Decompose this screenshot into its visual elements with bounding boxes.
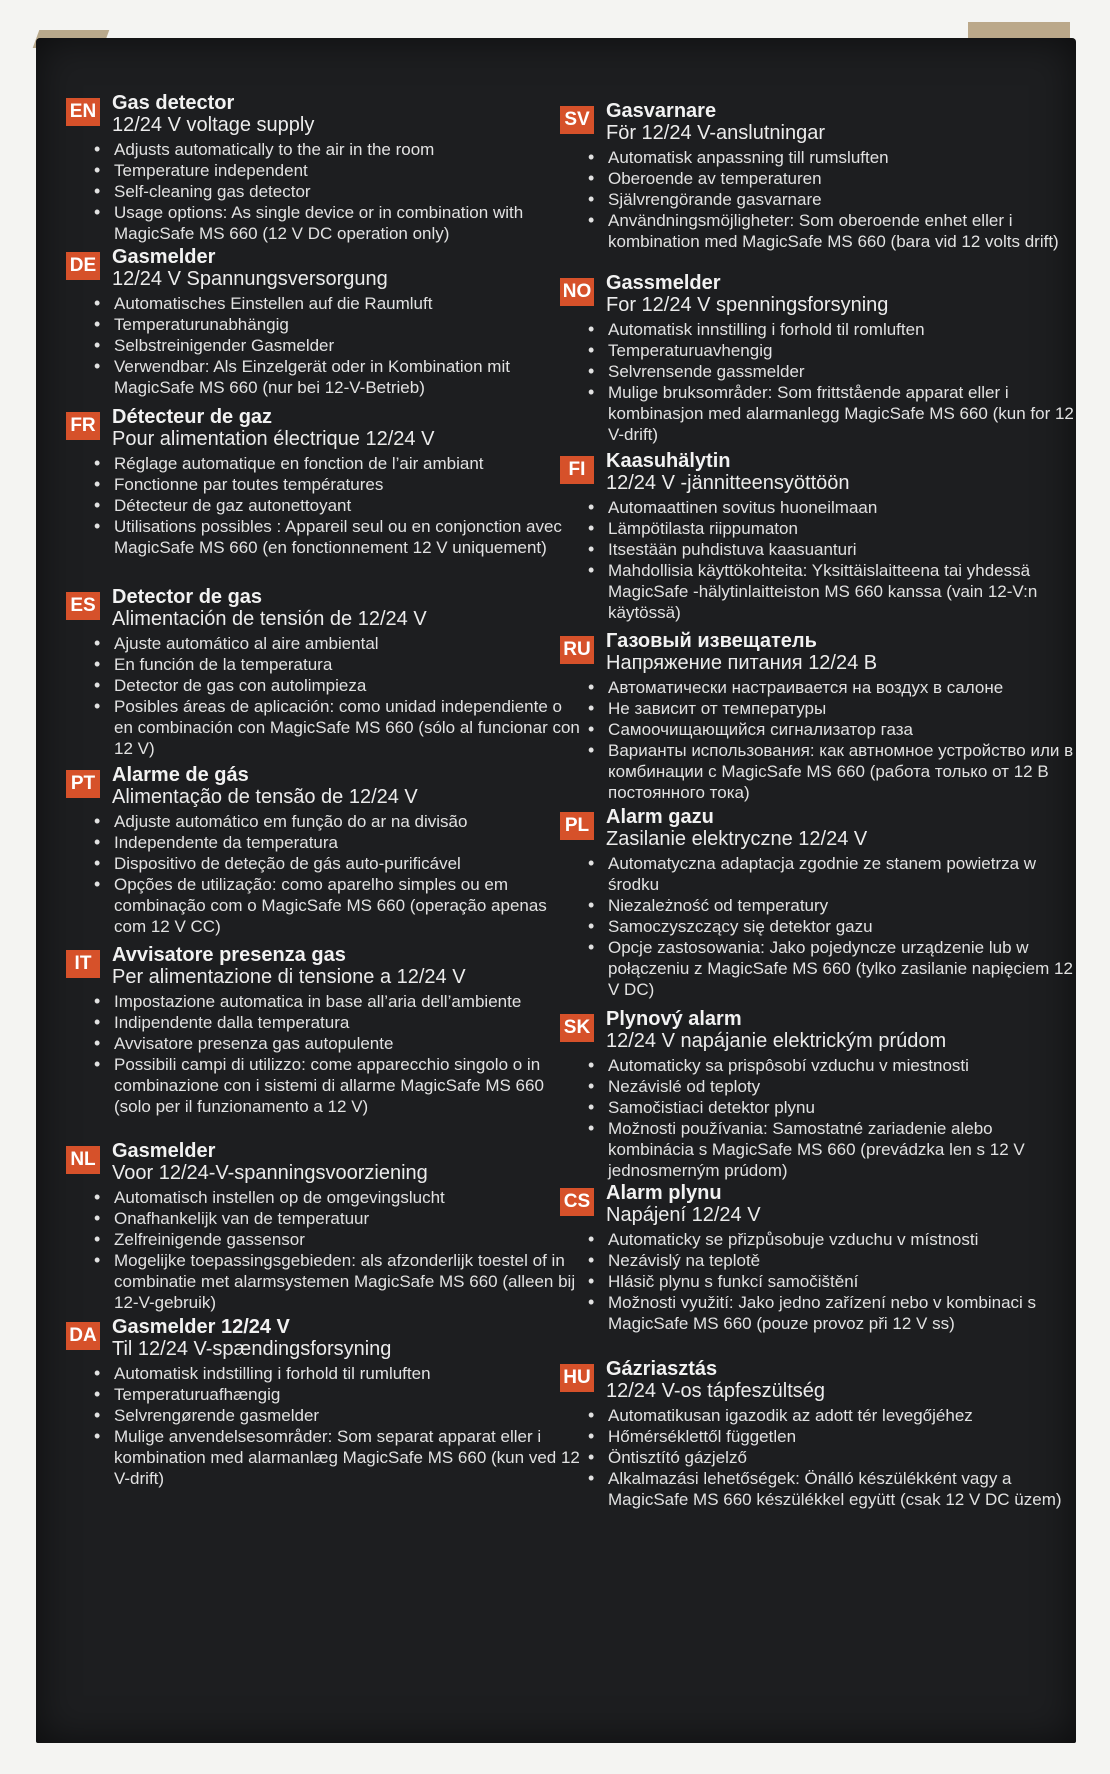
language-badge: CS: [560, 1188, 594, 1216]
feature-item: • Temperaturuafhængig: [88, 1384, 582, 1405]
feature-item: • Hlásič plynu s funkcí samočištění: [582, 1271, 1076, 1292]
language-section-fr: [66, 406, 582, 558]
language-section-sk: [560, 1008, 1076, 1181]
feature-item: • Možnosti používania: Samostatné zariadenie alebo kombinácia s MagicSafe MS 660 (prevádzka len s 12 V jednosmerným prúdom): [582, 1118, 1076, 1181]
feature-item: • Nezávislý na teplotě: [582, 1250, 1076, 1271]
section-subtitle: Alimentación de tensión de 12/24 V: [112, 608, 427, 630]
section-subtitle: Per alimentazione di tensione a 12/24 V: [112, 966, 466, 988]
feature-item: • Detector de gas con autolimpieza: [88, 675, 582, 696]
feature-list: [606, 147, 1076, 252]
section-title: Gasmelder: [112, 1140, 216, 1162]
feature-list: [112, 633, 582, 759]
section-subtitle: Napájení 12/24 V: [606, 1204, 761, 1226]
language-section-sv: [560, 100, 1076, 252]
section-subtitle: Til 12/24 V-spændingsforsyning: [112, 1338, 392, 1360]
section-subtitle: For 12/24 V spenningsforsyning: [606, 294, 889, 316]
feature-item: • Automatisk anpassning till rumsluften: [582, 147, 1076, 168]
language-section-da: [66, 1316, 582, 1489]
feature-item: • Nezávislé od teploty: [582, 1076, 1076, 1097]
feature-item: • Temperature independent: [88, 160, 582, 181]
section-subtitle: Pour alimentation électrique 12/24 V: [112, 428, 435, 450]
section-title: Alarm plynu: [606, 1182, 722, 1204]
feature-item: • Posibles áreas de aplicación: como unidad independiente o en combinación con MagicSafe MS 660 (sólo al funcionar con 12 V): [88, 696, 582, 759]
feature-item: • Réglage automatique en fonction de l’air ambiant: [88, 453, 582, 474]
feature-item: • Hőmérséklettől független: [582, 1426, 1076, 1447]
feature-item: • Öntisztító gázjelző: [582, 1447, 1076, 1468]
language-badge: IT: [66, 950, 100, 978]
feature-item: • Automatikusan igazodik az adott tér levegőjéhez: [582, 1405, 1076, 1426]
feature-item: • Mahdollisia käyttökohteita: Yksittäislaitteena tai yhdessä MagicSafe -hälytinlaitteiston MS 660 kanssa (vain 12-V:n käytössä): [582, 560, 1076, 623]
section-title: Gassmelder: [606, 272, 721, 294]
section-subtitle: 12/24 V voltage supply: [112, 114, 315, 136]
section-title: Gas detector: [112, 92, 235, 114]
section-subtitle: 12/24 V -jännitteensyöttöön: [606, 472, 850, 494]
feature-list: [112, 811, 582, 937]
section-title: Газовый извещатель: [606, 630, 817, 652]
feature-item: • Selvrensende gassmelder: [582, 361, 1076, 382]
feature-list: [606, 319, 1076, 445]
section-title: Gasvarnare: [606, 100, 717, 122]
language-badge: SV: [560, 106, 594, 134]
section-title: Plynový alarm: [606, 1008, 742, 1030]
language-section-es: [66, 586, 582, 759]
feature-item: • Opcje zastosowania: Jako pojedyncze urządzenie lub w połączeniu z MagicSafe MS 660 (tylko zasilanie napięciem 12 V DC): [582, 937, 1076, 1000]
feature-list: [606, 853, 1076, 1000]
feature-item: • Automatisch instellen op de omgevingslucht: [88, 1187, 582, 1208]
language-badge: FI: [560, 456, 594, 484]
feature-item: • Automaattinen sovitus huoneilmaan: [582, 497, 1076, 518]
feature-list: [112, 991, 582, 1117]
feature-item: • Avvisatore presenza gas autopulente: [88, 1033, 582, 1054]
feature-item: • Verwendbar: Als Einzelgerät oder in Kombination mit MagicSafe MS 660 (nur bei 12-V-Betrieb): [88, 356, 582, 398]
language-badge: PT: [66, 770, 100, 798]
feature-item: • Fonctionne par toutes températures: [88, 474, 582, 495]
feature-item: • Itsestään puhdistuva kaasuanturi: [582, 539, 1076, 560]
feature-item: • Selbstreinigender Gasmelder: [88, 335, 582, 356]
feature-item: • Dispositivo de deteção de gás auto-purificável: [88, 853, 582, 874]
language-section-it: [66, 944, 582, 1117]
language-badge: PL: [560, 812, 594, 840]
section-subtitle: Alimentação de tensão de 12/24 V: [112, 786, 418, 808]
section-title: Gasmelder 12/24 V: [112, 1316, 290, 1338]
feature-item: • En función de la temperatura: [88, 654, 582, 675]
feature-item: • Самоочищающийся сигнализатор газа: [582, 719, 1076, 740]
feature-item: • Selvrengørende gasmelder: [88, 1405, 582, 1426]
language-section-fi: [560, 450, 1076, 623]
language-section-ru: [560, 630, 1076, 803]
feature-item: • Možnosti využití: Jako jedno zařízení nebo v kombinaci s MagicSafe MS 660 (pouze provoz při 12 V ss): [582, 1292, 1076, 1334]
feature-item: • Utilisations possibles : Appareil seul ou en conjonction avec MagicSafe MS 660 (en fonctionnement 12 V uniquement): [88, 516, 582, 558]
feature-item: • Mulige bruksområder: Som frittstående apparat eller i kombinasjon med alarmanlegg MagicSafe MS 660 (kun for 12 V-drift): [582, 382, 1076, 445]
feature-item: • Automatisk innstilling i forhold til romluften: [582, 319, 1076, 340]
feature-item: • Ajuste automático al aire ambiental: [88, 633, 582, 654]
section-subtitle: 12/24 V napájanie elektrickým prúdom: [606, 1030, 947, 1052]
feature-item: • Self-cleaning gas detector: [88, 181, 582, 202]
language-badge: SK: [560, 1014, 594, 1042]
feature-item: • Варианты использования: как автномное устройство или в комбинации с MagicSafe MS 660 (работа только от 12 В постоянного тока): [582, 740, 1076, 803]
section-subtitle: Напряжение питания 12/24 В: [606, 652, 878, 674]
feature-item: • Samoczyszczący się detektor gazu: [582, 916, 1076, 937]
language-badge: ES: [66, 592, 100, 620]
feature-item: • Temperaturunabhängig: [88, 314, 582, 335]
language-badge: NO: [560, 278, 594, 306]
feature-item: • Adjusts automatically to the air in the room: [88, 139, 582, 160]
language-badge: FR: [66, 412, 100, 440]
feature-item: • Possibili campi di utilizzo: come apparecchio singolo o in combinazione con i sistemi di allarme MagicSafe MS 660 (solo per il funzionamento a 12 V): [88, 1054, 582, 1117]
language-badge: RU: [560, 636, 594, 664]
section-subtitle: Voor 12/24-V-spanningsvoorziening: [112, 1162, 428, 1184]
section-subtitle: 12/24 V Spannungsversorgung: [112, 268, 388, 290]
feature-list: [606, 1055, 1076, 1181]
feature-item: • Opções de utilização: como aparelho simples ou em combinação com o MagicSafe MS 660 (operação apenas com 12 V CC): [88, 874, 582, 937]
feature-item: • Alkalmazási lehetőségek: Önálló készülékként vagy a MagicSafe MS 660 készülékkel együtt (csak 12 V DC üzem): [582, 1468, 1076, 1510]
language-section-en: [66, 92, 582, 244]
section-subtitle: Zasilanie elektryczne 12/24 V: [606, 828, 868, 850]
section-title: Avvisatore presenza gas: [112, 944, 346, 966]
feature-item: • Automaticky se přizpůsobuje vzduchu v místnosti: [582, 1229, 1076, 1250]
feature-list: [112, 139, 582, 244]
feature-list: [112, 1187, 582, 1313]
language-section-cs: [560, 1182, 1076, 1334]
section-subtitle: För 12/24 V-anslutningar: [606, 122, 826, 144]
feature-item: • Usage options: As single device or in combination with MagicSafe MS 660 (12 V DC operation only): [88, 202, 582, 244]
language-section-pt: [66, 764, 582, 937]
feature-item: • Mulige anvendelsesområder: Som separat apparat eller i kombination med alarmanlæg MagicSafe MS 660 (kun ved 12 V-drift): [88, 1426, 582, 1489]
feature-item: • Détecteur de gaz autonettoyant: [88, 495, 582, 516]
section-subtitle: 12/24 V-os tápfeszültség: [606, 1380, 826, 1402]
section-title: Gázriasztás: [606, 1358, 718, 1380]
feature-item: • Zelfreinigende gassensor: [88, 1229, 582, 1250]
feature-item: • Automatyczna adaptacja zgodnie ze stanem powietrza w środku: [582, 853, 1076, 895]
language-section-pl: [560, 806, 1076, 1000]
language-section-no: [560, 272, 1076, 445]
feature-list: [606, 1229, 1076, 1334]
feature-item: • Автоматически настраивается на воздух в салоне: [582, 677, 1076, 698]
feature-item: • Adjuste automático em função do ar na divisão: [88, 811, 582, 832]
section-title: Detector de gas: [112, 586, 263, 608]
section-title: Kaasuhälytin: [606, 450, 731, 472]
language-badge: EN: [66, 98, 100, 126]
feature-item: • Не зависит от температуры: [582, 698, 1076, 719]
feature-item: • Mogelijke toepassingsgebieden: als afzonderlijk toestel of in combinatie met alarmsystemen MagicSafe MS 660 (alleen bij 12-V-gebruik): [88, 1250, 582, 1313]
section-title: Alarm gazu: [606, 806, 714, 828]
feature-item: • Automaticky sa prispôsobí vzduchu v miestnosti: [582, 1055, 1076, 1076]
feature-item: • Temperaturuavhengig: [582, 340, 1076, 361]
language-badge: NL: [66, 1146, 100, 1174]
feature-list: [606, 677, 1076, 803]
feature-list: [606, 497, 1076, 623]
language-section-hu: [560, 1358, 1076, 1510]
feature-list: [606, 1405, 1076, 1510]
section-title: Gasmelder: [112, 246, 216, 268]
language-section-de: [66, 246, 582, 398]
feature-item: • Niezależność od temperatury: [582, 895, 1076, 916]
feature-item: • Automatisches Einstellen auf die Raumluft: [88, 293, 582, 314]
feature-item: • Självrengörande gasvarnare: [582, 189, 1076, 210]
language-section-nl: [66, 1140, 582, 1313]
feature-item: • Användningsmöjligheter: Som oberoende enhet eller i kombination med MagicSafe MS 660 (bara vid 12 volts drift): [582, 210, 1076, 252]
feature-item: • Independente da temperatura: [88, 832, 582, 853]
feature-item: • Impostazione automatica in base all’aria dell’ambiente: [88, 991, 582, 1012]
feature-item: • Samočistiaci detektor plynu: [582, 1097, 1076, 1118]
feature-item: • Oberoende av temperaturen: [582, 168, 1076, 189]
feature-item: • Automatisk indstilling i forhold til rumluften: [88, 1363, 582, 1384]
section-title: Détecteur de gaz: [112, 406, 273, 428]
feature-item: • Onafhankelijk van de temperatuur: [88, 1208, 582, 1229]
language-badge: DA: [66, 1322, 100, 1350]
feature-list: [112, 453, 582, 558]
language-badge: HU: [560, 1364, 594, 1392]
language-badge: DE: [66, 252, 100, 280]
feature-list: [112, 293, 582, 398]
feature-list: [112, 1363, 582, 1489]
feature-item: • Indipendente dalla temperatura: [88, 1012, 582, 1033]
section-title: Alarme de gás: [112, 764, 249, 786]
feature-item: • Lämpötilasta riippumaton: [582, 518, 1076, 539]
